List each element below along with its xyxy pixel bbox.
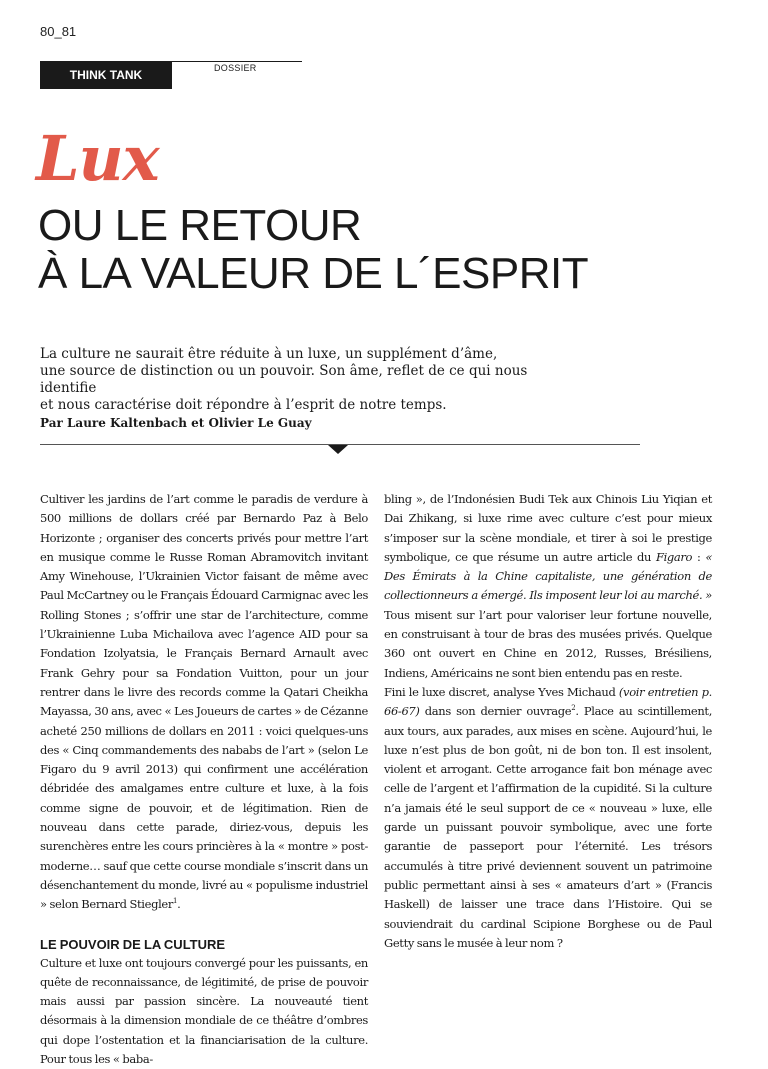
title-accent: Lux [36,122,159,195]
intro-line-3: et nous caractérise doit répondre à l’esprit de notre temps. [40,397,447,413]
headline [38,202,588,298]
page-folio: 80_81 [40,24,77,39]
paragraph: Culture et luxe ont toujours convergé pour les puissants, en quête de reconnaissance, de légitimité, de prise de pouvoir mais aussi par passion sincère. La nouveauté tient désormais à la dimension mondiale de ce théâtre d’ombres qui dope l’ostentation et la financiarisation de la culture. Pour tous les « baba- [40,955,368,1067]
body-column-left [40,490,368,1069]
intro-line-2: une source de distinction ou un pouvoir. Son âme, reflet de ce qui nous identifie [40,363,528,396]
paragraph-text: : [692,549,706,564]
paragraph-text: Cultiver les jardins de l’art comme le paradis de verdure à 500 millions de dollars créé par Bernardo Paz à Belo Horizonte ; organiser des concerts privés pour mettre l’art en musique comme le Russe Roman Abramovitch invitant Amy Winehouse, l’Ukrainien Victor faisant de même avec Paul McCartney ou le Français Édouard Carmignac avec les Rolling Stones ; s’offrir une star de l’architecture, comme l’Ukrainienne Luba Michailova avec l’agence AID pour sa Fondation Izolyatsia, le Français Bernard Arnault avec Frank Gehry pour sa Fondation Vuitton, pour un jour rentrer dans le livre des records comme la Qatari Cheikha Mayassa, 30 ans, avec « Les Joueurs de cartes » de Cézanne acheté 250 millions de dollars en 2011 : voici quelques-uns des « Cinq commandements des nababs de l’art » (selon Le Figaro du 9 avril 2013) qui confirment une accélération débridée des amalgames entre culture et luxe, à la fois comme signe de pouvoir, et de légitimation. Rien de nouveau dans cette parade, diriez-vous, depuis les surenchères entre les cours princières à la « montre » post-moderne… sauf que cette course mondiale s’inscrit dans un désenchantement du monde, livré au « populisme industriel » selon Bernard Stiegler [40,492,368,912]
paragraph [384,683,712,953]
dossier-rule [172,61,302,62]
paragraph [40,490,368,915]
footnote-ref: 1 [173,897,178,906]
headline-line-2: À LA VALEUR DE L´ESPRIT [38,249,589,298]
section-label-think-tank: THINK TANK [40,61,172,89]
quote: « Des Émirats à la Chine capitaliste, une génération de collectionneurs a émergé. Ils imposent leur loi au marché. » [384,549,712,603]
section-heading: LE POUVOIR DE LA CULTURE [40,936,226,952]
headline-line-1: OU LE RETOUR [38,201,362,250]
publication-name: Figaro [655,549,693,564]
intro [40,346,560,432]
paragraph-text: dans son dernier ouvrage [419,704,572,719]
paragraph [384,490,712,683]
cross-reference: (voir entretien p. 66-67) [384,684,712,719]
paragraph-text: Tous misent sur l’art pour valoriser leur fortune nouvelle, en construisant à tour de bras des musées privés. Quelque 360 ont ouvert en Chine en 2012, Russes, Brésiliens, Indiens, Américains ne sont bien entendu pas en reste. [384,607,712,680]
byline: Par Laure Kaltenbach et Olivier Le Guay [40,416,312,430]
divider-arrow-icon [328,445,348,454]
paragraph-text: . Place au scintillement, aux tours, aux parades, aux mises en scène. Aujourd’hui, le luxe n’est plus de bon goût, ni de bon ton. Il est insolent, violent et arrogant. Cette arrogance fait bon ménage avec celle de l’argent et l’affirmation de la cupidité. Si la culture n’a jamais été le seul support de ce « nouveau » luxe, elle garde un puissant pouvoir symbolique, avec une forte garantie de passeport pour l’éternité. Les trésors accumulés à titre privé deviennent souvent un patrimoine public permettant ainsi à ses « amateurs d’art » (Francis Haskell) de laisser une trace dans l’Histoire. Qui se souviendrait du cardinal Scipione Borghese ou de Paul Getty sans le musée à leur nom ? [384,704,713,950]
body-column-right [384,490,712,953]
footnote-ref: 2 [571,704,576,713]
paragraph-text: bling », de l’Indonésien Budi Tek aux Chinois Liu Yiqian et Dai Zhikang, si luxe rime avec culture c’est pour mieux s’imposer sur la scène mondiale, et tirer à soi le prestige symbolique, ce que résume un autre article du [384,492,712,564]
intro-line-1: La culture ne saurait être réduite à un luxe, un supplément d’âme, [40,346,498,362]
paragraph-end: . [177,897,181,912]
section-label-dossier: DOSSIER [214,63,257,73]
paragraph-text: Fini le luxe discret, analyse Yves Michaud [384,684,619,699]
